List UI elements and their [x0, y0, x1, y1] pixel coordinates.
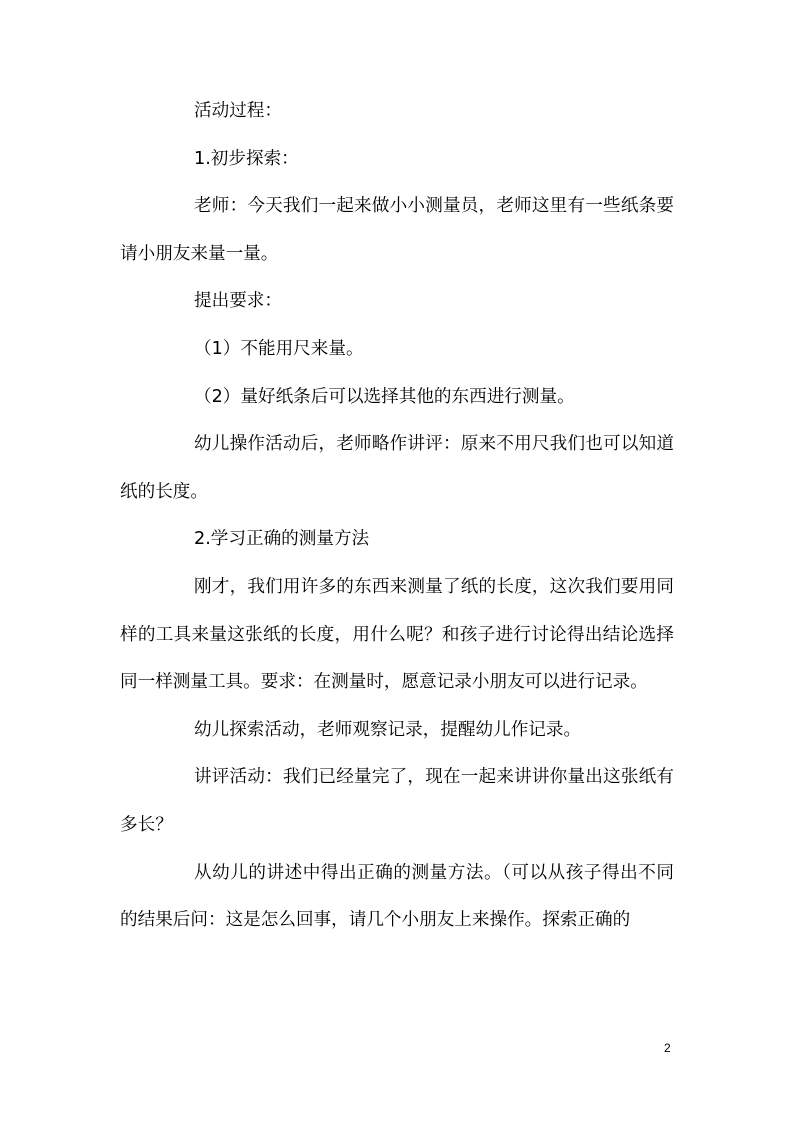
paragraph-exploration-activity: 幼儿探索活动，老师观察记录，提醒幼儿作记录。 [194, 719, 582, 740]
document-body [120, 88, 674, 945]
paragraph-requirement-2: （2）量好纸条后可以选择其他的东西进行测量。 [194, 386, 575, 407]
paragraph-requirements-heading: 提出要求： [194, 291, 282, 312]
paragraph-initial-exploration: 1.初步探索： [194, 148, 299, 169]
paragraph-correct-method: 从幼儿的讲述中得出正确的测量方法。（可以从孩子得出不同的结果后问：这是怎么回事，请几个小朋友上来操作。探索正确的 [120, 862, 674, 931]
paragraph-discussion: 刚才，我们用许多的东西来测量了纸的长度，这次我们要用同样的工具来量这张纸的长度，用什么呢？和孩子进行讨论得出结论选择同一样测量工具。要求：在测量时，愿意记录小朋友可以进行记录。 [120, 576, 674, 693]
page-number: 2 [664, 1041, 671, 1055]
paragraph-learning-method: 2.学习正确的测量方法 [194, 529, 370, 550]
paragraph-review-activity: 讲评活动：我们已经量完了，现在一起来讲讲你量出这张纸有多长？ [120, 767, 674, 835]
paragraph-teacher-comment: 幼儿操作活动后，老师略作讲评：原来不用尺我们也可以知道纸的长度。 [120, 434, 674, 502]
paragraph-teacher-intro: 老师：今天我们一起来做小小测量员，老师这里有一些纸条要请小朋友来量一量。 [120, 196, 674, 264]
paragraph-requirement-1: （1）不能用尺来量。 [194, 338, 364, 359]
paragraph-activity-process: 活动过程： [194, 101, 282, 121]
